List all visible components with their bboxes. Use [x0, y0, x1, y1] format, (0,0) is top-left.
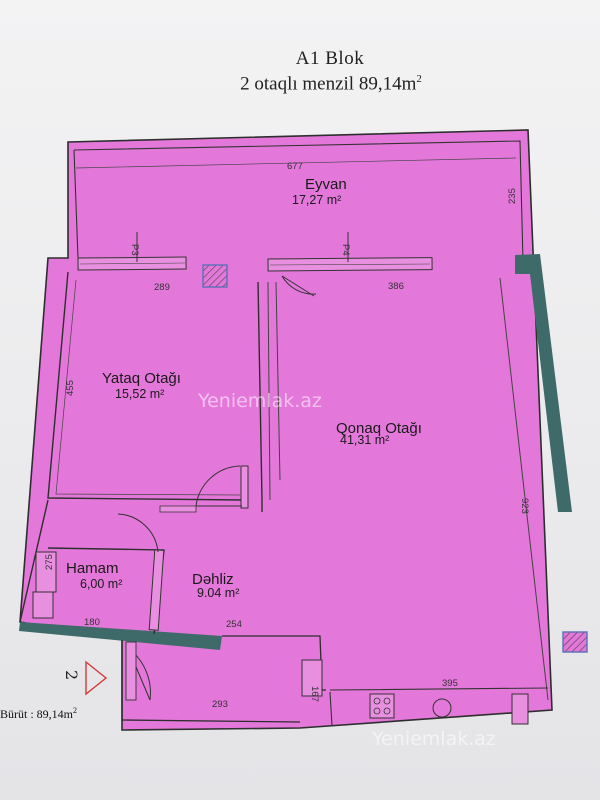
orientation-number: 2 [62, 670, 81, 681]
room-name-hallway: Dəhliz [192, 571, 234, 588]
marker-label-p4: P4 [340, 244, 351, 256]
dimension-lower-left: 293 [212, 699, 228, 710]
watermark-bottom: Yeniemlak.az [372, 728, 496, 750]
hatched-column-top [203, 265, 227, 287]
dimension-balcony-length: 677 [287, 161, 303, 172]
dimension-living-depth: 923 [519, 498, 530, 514]
room-area-bedroom: 15,52 m² [115, 387, 165, 401]
room-area-bathroom: 6,00 m² [80, 577, 123, 591]
room-name-living-room: Qonaq Otağı [336, 420, 422, 437]
block-title: A1 Blok [295, 48, 365, 69]
dimension-balcony-depth: 235 [507, 188, 518, 204]
dimension-kitchen-width: 395 [442, 678, 458, 689]
dimension-bedroom-width: 289 [154, 282, 170, 293]
dimension-hallway-width: 254 [226, 619, 242, 630]
dimension-living-width: 386 [388, 281, 404, 292]
dimension-closet-depth: 167 [309, 686, 320, 702]
apartment-subtitle-text: 2 otaqlı menzil 89,14m [240, 73, 417, 95]
room-name-balcony: Eyvan [305, 176, 347, 193]
stove-icon [370, 694, 394, 718]
gross-area-total [0, 706, 77, 722]
room-area-balcony: 17,27 m² [292, 193, 342, 207]
apartment-subtitle-sup: 2 [416, 73, 422, 85]
gross-area-sup: 2 [73, 706, 78, 715]
bedroom-wall-stub [241, 466, 248, 508]
watermark-center: Yeniemlak.az [198, 390, 322, 412]
dimension-bathroom-depth: 275 [44, 554, 55, 570]
gross-area-text: Bürüt : 89,14m [0, 707, 74, 721]
room-name-bathroom: Hamam [66, 560, 119, 577]
marker-label-p3: P3 [129, 244, 140, 256]
plan-fill [20, 130, 552, 730]
hatched-column-right [563, 632, 587, 652]
orientation-triangle-icon [86, 662, 106, 694]
dimension-bedroom-depth: 455 [65, 380, 76, 396]
dimension-bathroom-width: 180 [84, 617, 100, 628]
room-name-bedroom: Yataq Otağı [102, 370, 181, 387]
fridge-icon [512, 694, 528, 724]
room-area-living-room: 41,31 m² [340, 433, 390, 447]
toilet-icon [33, 592, 53, 618]
room-area-hallway: 9.04 m² [197, 586, 240, 600]
